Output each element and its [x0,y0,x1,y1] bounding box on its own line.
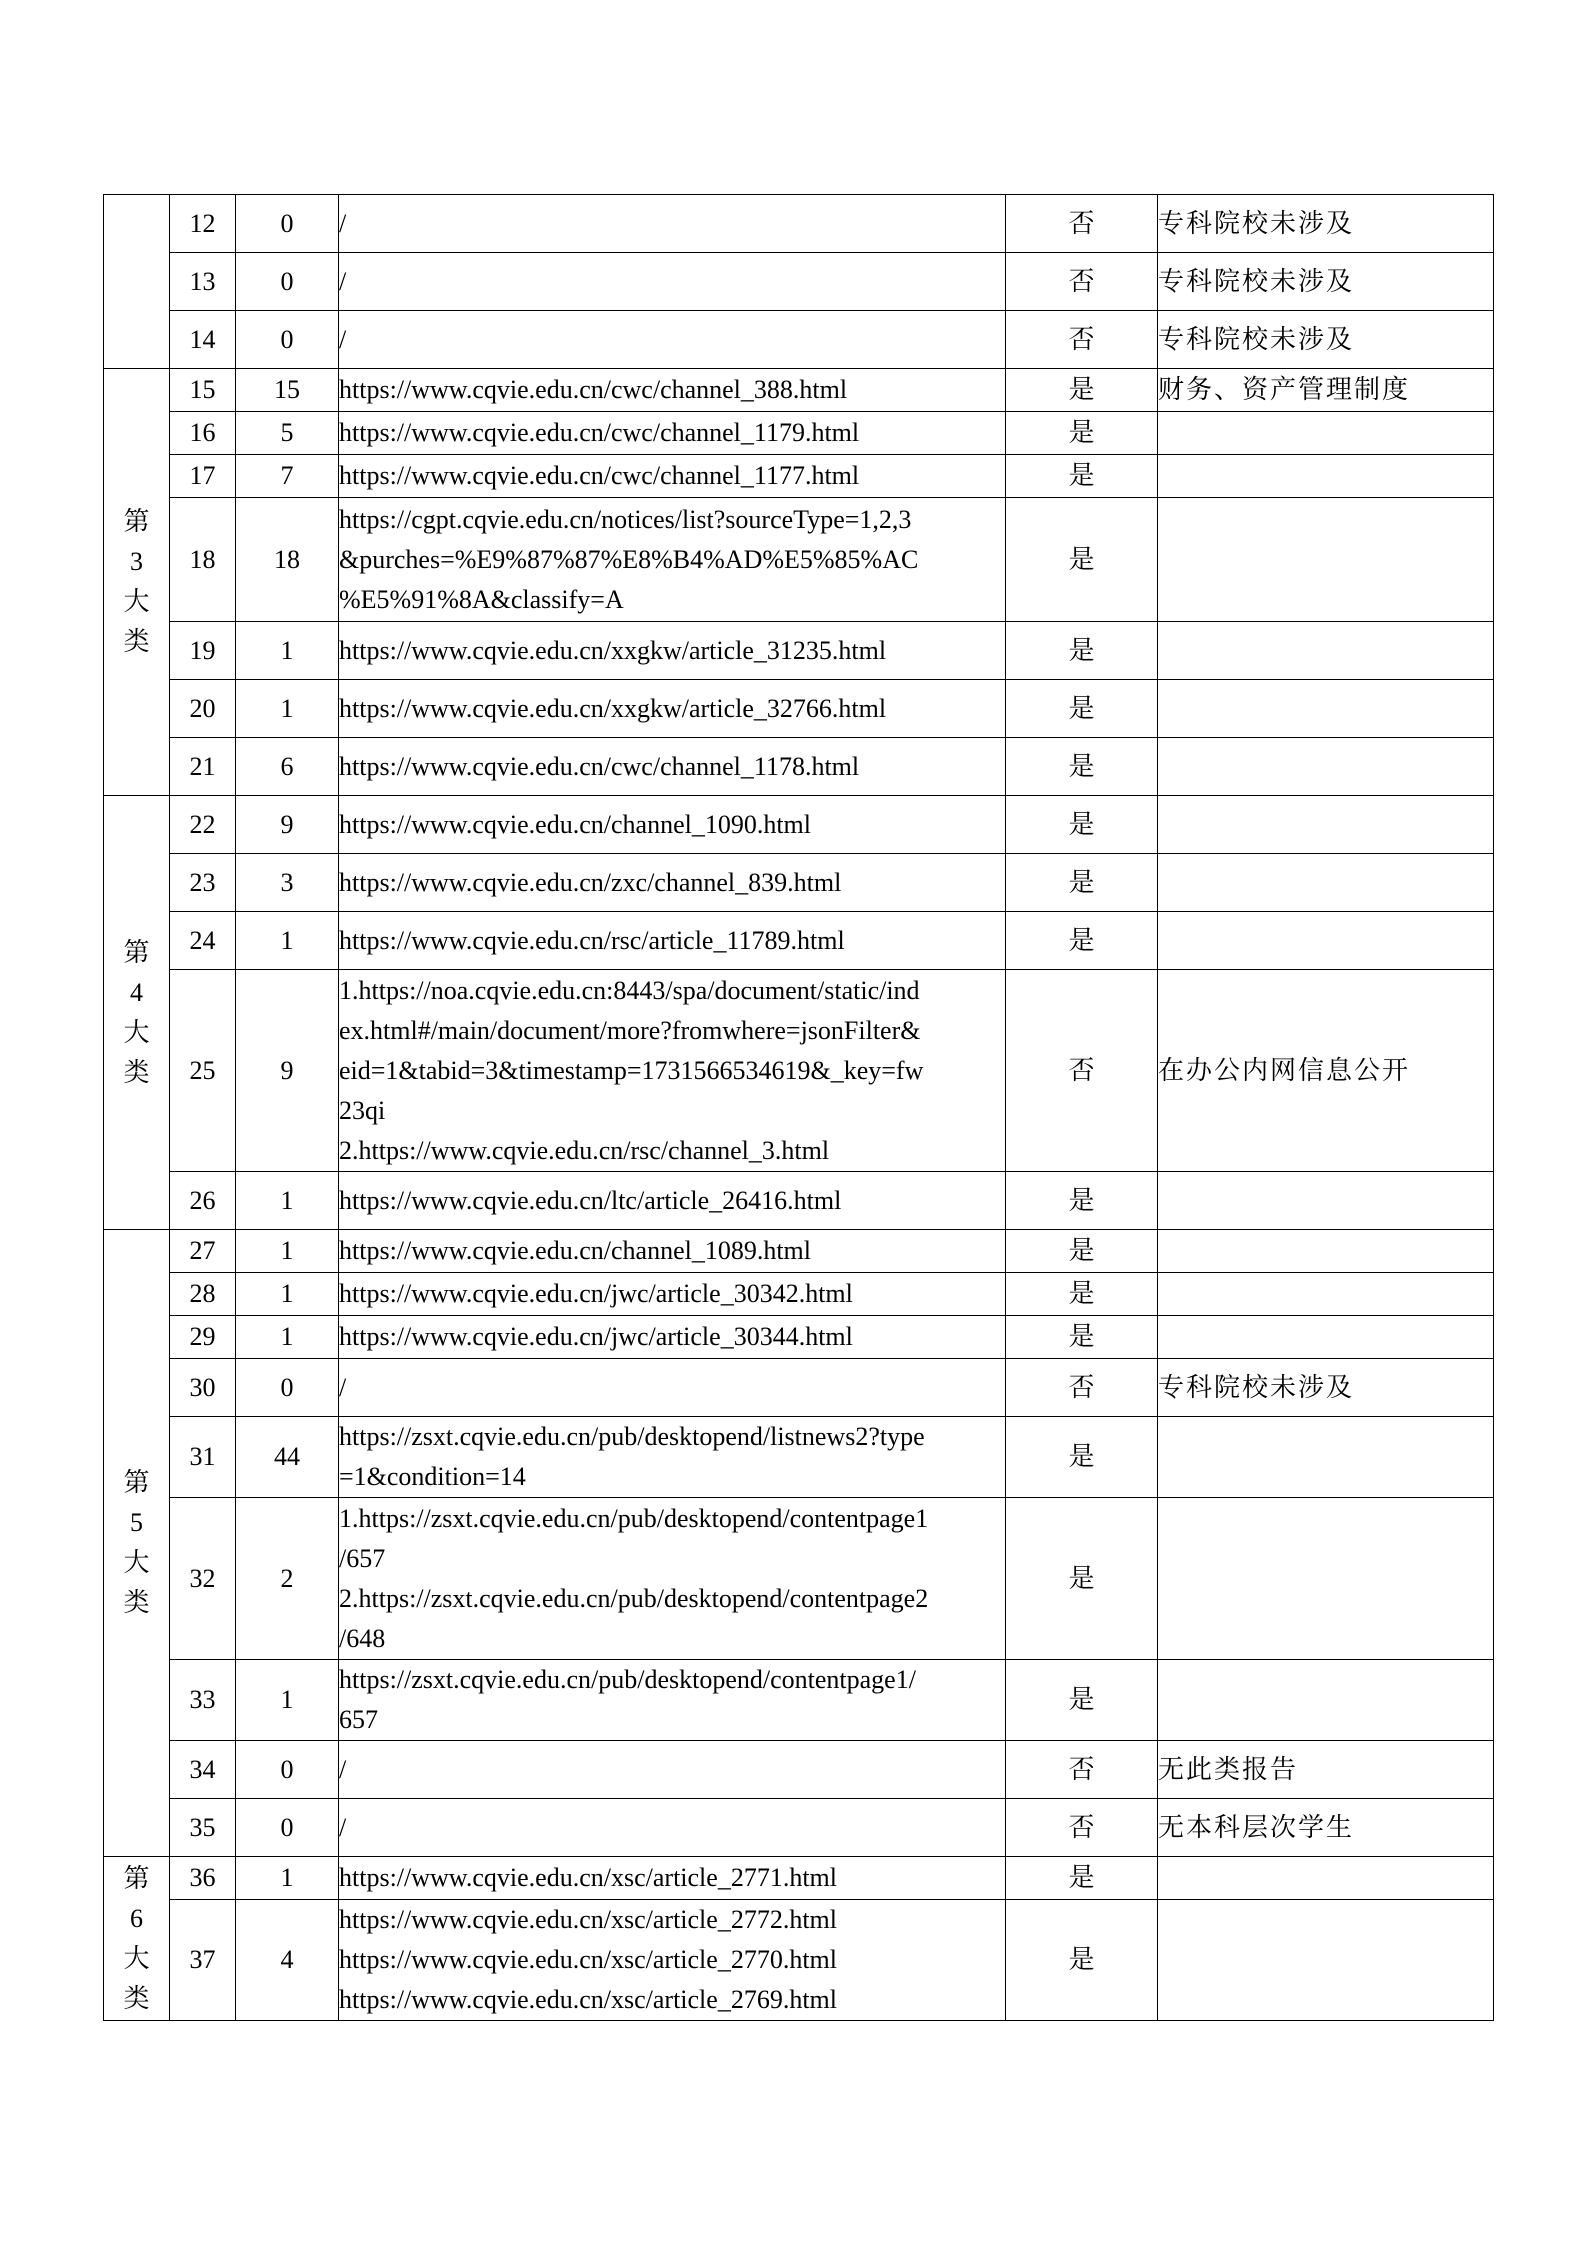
url-cell [339,1799,1006,1857]
table-row [104,498,1494,622]
url-cell [339,1273,1006,1316]
url-cell [339,1900,1006,2021]
category-cell [104,796,170,1230]
item-count: 4 [236,1900,339,2021]
table-row [104,680,1494,738]
remark-cell: 无本科层次学生 [1158,1799,1494,1857]
url-line: https://www.cqvie.edu.cn/channel_1090.html [339,809,811,839]
item-number: 18 [170,498,236,622]
item-count: 1 [236,1273,339,1316]
table-row [104,1799,1494,1857]
url-cell [339,1741,1006,1799]
disclosure-table [103,194,1494,2021]
item-number: 14 [170,311,236,369]
remark-cell [1158,1417,1494,1498]
table-row [104,1900,1494,2021]
remark-cell [1158,854,1494,912]
url-cell [339,311,1006,369]
url-cell [339,1857,1006,1900]
url-cell [339,412,1006,455]
public-status: 否 [1006,1799,1158,1857]
url-cell [339,854,1006,912]
url-line: https://zsxt.cqvie.edu.cn/pub/desktopend/contentpage1/ [339,1665,916,1694]
public-status: 是 [1006,622,1158,680]
item-count: 6 [236,738,339,796]
item-count: 1 [236,1857,339,1900]
remark-cell: 专科院校未涉及 [1158,311,1494,369]
url-line: https://www.cqvie.edu.cn/jwc/article_30342.html [339,1279,853,1308]
url-cell [339,738,1006,796]
url-line: https://www.cqvie.edu.cn/xsc/article_2770.html [339,1945,837,1974]
public-status: 是 [1006,1417,1158,1498]
item-number: 21 [170,738,236,796]
item-count: 9 [236,970,339,1172]
item-count: 0 [236,1359,339,1417]
public-status: 是 [1006,498,1158,622]
item-count: 0 [236,1799,339,1857]
url-cell [339,1172,1006,1230]
table-row [104,912,1494,970]
table-row [104,622,1494,680]
remark-cell [1158,1900,1494,2021]
item-count: 1 [236,1316,339,1359]
url-line: / [339,1372,347,1402]
url-line: / [339,208,347,238]
category-cell [104,1857,170,2021]
item-number: 15 [170,369,236,412]
item-number: 22 [170,796,236,854]
item-count: 0 [236,311,339,369]
url-line: https://cgpt.cqvie.edu.cn/notices/list?sourceType=1,2,3 [339,504,912,534]
item-count: 44 [236,1417,339,1498]
category-label-char: 大 [123,1548,150,1577]
item-number: 26 [170,1172,236,1230]
url-cell [339,796,1006,854]
table-row [104,1741,1494,1799]
item-number: 30 [170,1359,236,1417]
item-number: 23 [170,854,236,912]
url-cell [339,455,1006,498]
category-label-char: 类 [123,627,150,656]
item-count: 2 [236,1498,339,1660]
table-row [104,796,1494,854]
table-row [104,854,1494,912]
category-label-char: 类 [123,1057,150,1087]
remark-cell [1158,796,1494,854]
table-row [104,1417,1494,1498]
category-label-char: 大 [123,1017,150,1047]
remark-cell [1158,1230,1494,1273]
url-line: https://www.cqvie.edu.cn/xsc/article_2769.html [339,1985,837,2014]
url-line: https://www.cqvie.edu.cn/ltc/article_26416.html [339,1185,842,1215]
url-cell [339,369,1006,412]
table-row [104,1230,1494,1273]
table-row [104,1498,1494,1660]
item-count: 1 [236,680,339,738]
item-count: 0 [236,195,339,253]
public-status: 是 [1006,1857,1158,1900]
table-row [104,1660,1494,1741]
url-line: https://www.cqvie.edu.cn/xxgkw/article_31235.html [339,635,887,665]
url-line: https://zsxt.cqvie.edu.cn/pub/desktopend/listnews2?type [339,1422,925,1451]
url-line: /657 [339,1543,386,1573]
item-number: 12 [170,195,236,253]
public-status: 是 [1006,1316,1158,1359]
public-status: 否 [1006,311,1158,369]
remark-cell [1158,412,1494,455]
category-cell [104,195,170,369]
category-label-char: 类 [123,1588,150,1617]
url-line: =1&condition=14 [339,1462,526,1491]
item-count: 3 [236,854,339,912]
url-line: https://www.cqvie.edu.cn/cwc/channel_388.html [339,375,848,404]
url-cell [339,1230,1006,1273]
item-count: 1 [236,912,339,970]
url-line: 23qi [339,1095,386,1125]
item-number: 20 [170,680,236,738]
url-line: 657 [339,1705,378,1734]
category-label-char: 类 [123,1983,150,2013]
category-label-char: 第 [123,937,150,967]
url-line: ex.html#/main/document/more?fromwhere=jsonFilter& [339,1015,921,1045]
public-status: 是 [1006,1230,1158,1273]
remark-cell [1158,498,1494,622]
url-cell [339,1498,1006,1660]
table-row [104,738,1494,796]
public-status: 是 [1006,455,1158,498]
remark-cell: 在办公内网信息公开 [1158,970,1494,1172]
remark-cell: 财务、资产管理制度 [1158,369,1494,412]
item-count: 0 [236,253,339,311]
url-line: https://www.cqvie.edu.cn/xsc/article_2772.html [339,1905,837,1934]
item-count: 1 [236,622,339,680]
url-line: / [339,324,347,354]
remark-cell [1158,1857,1494,1900]
url-line: 1.https://zsxt.cqvie.edu.cn/pub/desktopend/contentpage1 [339,1503,929,1533]
remark-cell [1158,912,1494,970]
item-number: 13 [170,253,236,311]
category-label-char: 第 [123,1468,150,1497]
table-row [104,253,1494,311]
remark-cell [1158,738,1494,796]
category-label-char: 4 [130,977,143,1007]
url-line: / [339,266,347,296]
item-number: 33 [170,1660,236,1741]
public-status: 否 [1006,1359,1158,1417]
table-row [104,1273,1494,1316]
remark-cell [1158,680,1494,738]
public-status: 是 [1006,912,1158,970]
remark-cell [1158,622,1494,680]
url-line: https://www.cqvie.edu.cn/zxc/channel_839.html [339,867,842,897]
item-number: 34 [170,1741,236,1799]
category-cell [104,1230,170,1857]
url-cell [339,912,1006,970]
public-status: 是 [1006,369,1158,412]
url-line: https://www.cqvie.edu.cn/cwc/channel_1177.html [339,461,860,490]
table-row [104,1316,1494,1359]
url-cell [339,195,1006,253]
category-label-char: 6 [130,1903,143,1933]
item-count: 7 [236,455,339,498]
remark-cell: 无此类报告 [1158,1741,1494,1799]
url-line: 1.https://noa.cqvie.edu.cn:8443/spa/document/static/ind [339,975,920,1005]
url-line: %E5%91%8A&classify=A [339,584,624,614]
url-line: https://www.cqvie.edu.cn/jwc/article_30344.html [339,1322,853,1351]
public-status: 是 [1006,1273,1158,1316]
category-label-char: 5 [130,1508,143,1537]
category-label-char: 第 [123,1863,150,1893]
remark-cell [1158,1273,1494,1316]
table-row [104,412,1494,455]
url-cell [339,1316,1006,1359]
category-label-char: 第 [123,507,150,536]
url-cell [339,1359,1006,1417]
item-count: 15 [236,369,339,412]
item-number: 28 [170,1273,236,1316]
item-count: 5 [236,412,339,455]
item-number: 32 [170,1498,236,1660]
item-number: 16 [170,412,236,455]
remark-cell: 专科院校未涉及 [1158,253,1494,311]
item-number: 36 [170,1857,236,1900]
public-status: 是 [1006,412,1158,455]
table-row [104,970,1494,1172]
public-status: 是 [1006,680,1158,738]
public-status: 是 [1006,1172,1158,1230]
url-line: /648 [339,1623,386,1653]
url-cell [339,498,1006,622]
category-label-char: 大 [123,587,150,616]
item-count: 9 [236,796,339,854]
url-line: &purches=%E9%87%87%E8%B4%AD%E5%85%AC [339,544,919,574]
remark-cell: 专科院校未涉及 [1158,195,1494,253]
url-line: 2.https://www.cqvie.edu.cn/rsc/channel_3.html [339,1135,830,1165]
category-label-char: 3 [130,547,143,576]
public-status: 是 [1006,738,1158,796]
table-row [104,369,1494,412]
public-status: 否 [1006,253,1158,311]
public-status: 是 [1006,1900,1158,2021]
remark-cell: 专科院校未涉及 [1158,1359,1494,1417]
item-number: 35 [170,1799,236,1857]
url-line: 2.https://zsxt.cqvie.edu.cn/pub/desktopend/contentpage2 [339,1583,929,1613]
remark-cell [1158,1316,1494,1359]
remark-cell [1158,1660,1494,1741]
item-count: 0 [236,1741,339,1799]
public-status: 否 [1006,970,1158,1172]
item-number: 17 [170,455,236,498]
item-number: 24 [170,912,236,970]
url-line: https://www.cqvie.edu.cn/cwc/channel_1179.html [339,418,860,447]
table-row [104,455,1494,498]
public-status: 是 [1006,796,1158,854]
item-count: 18 [236,498,339,622]
remark-cell [1158,1498,1494,1660]
url-line: eid=1&tabid=3&timestamp=1731566534619&_key=fw [339,1055,924,1085]
url-line: https://www.cqvie.edu.cn/xsc/article_2771.html [339,1863,837,1892]
url-line: https://www.cqvie.edu.cn/xxgkw/article_32766.html [339,693,887,723]
table-row [104,1172,1494,1230]
item-number: 29 [170,1316,236,1359]
url-cell [339,1417,1006,1498]
url-cell [339,253,1006,311]
table-row [104,1857,1494,1900]
table-row [104,1359,1494,1417]
public-status: 是 [1006,854,1158,912]
item-number: 19 [170,622,236,680]
url-cell [339,680,1006,738]
url-cell [339,622,1006,680]
public-status: 否 [1006,1741,1158,1799]
item-count: 1 [236,1660,339,1741]
url-line: / [339,1812,347,1842]
item-number: 27 [170,1230,236,1273]
url-line: / [339,1754,347,1784]
url-line: https://www.cqvie.edu.cn/rsc/article_11789.html [339,925,845,955]
public-status: 是 [1006,1660,1158,1741]
category-label-char: 大 [123,1943,150,1973]
remark-cell [1158,455,1494,498]
item-number: 31 [170,1417,236,1498]
item-number: 25 [170,970,236,1172]
item-number: 37 [170,1900,236,2021]
item-count: 1 [236,1230,339,1273]
url-cell [339,1660,1006,1741]
url-line: https://www.cqvie.edu.cn/cwc/channel_1178.html [339,751,860,781]
public-status: 是 [1006,1498,1158,1660]
table-body [104,195,1494,2021]
url-line: https://www.cqvie.edu.cn/channel_1089.html [339,1236,811,1265]
category-cell [104,369,170,796]
table-row [104,311,1494,369]
url-cell [339,970,1006,1172]
table-row [104,195,1494,253]
public-status: 否 [1006,195,1158,253]
item-count: 1 [236,1172,339,1230]
remark-cell [1158,1172,1494,1230]
